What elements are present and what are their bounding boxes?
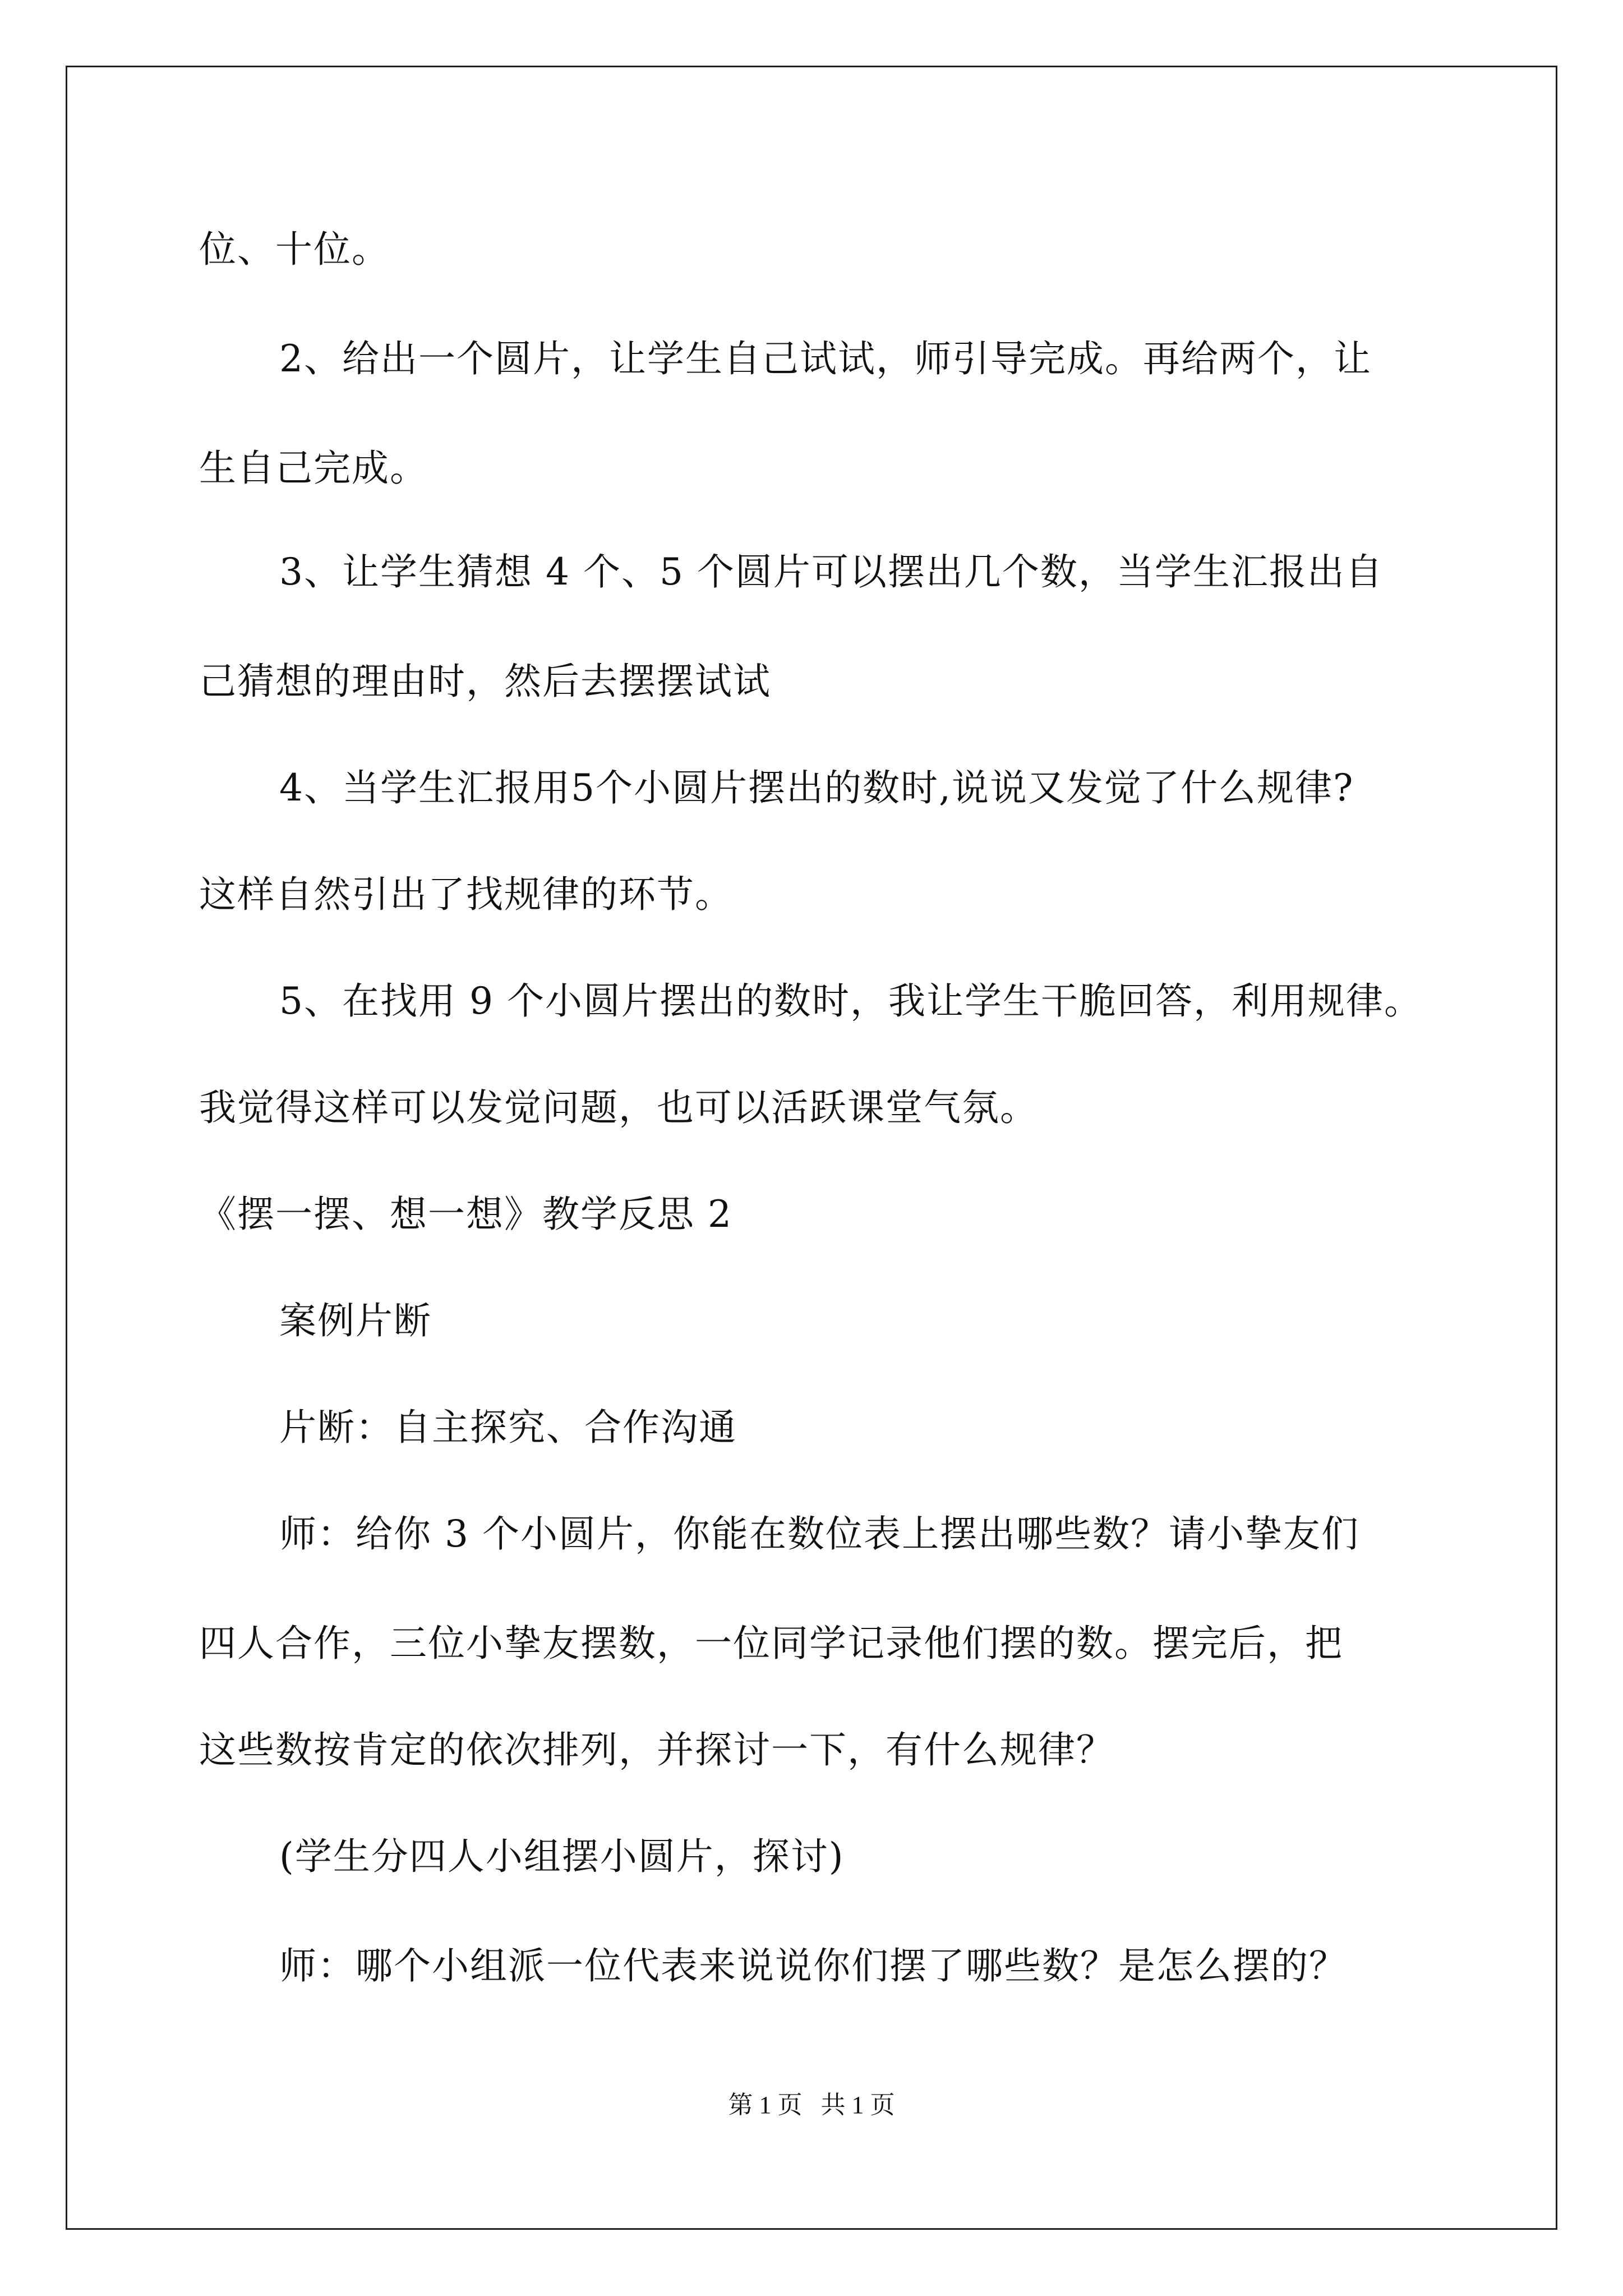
- body-line: 己猜想的理由时，然后去摆摆试试: [199, 660, 771, 703]
- body-line: 师：给你 3 个小圆片，你能在数位表上摆出哪些数？请小挚友们: [279, 1512, 1359, 1556]
- subheading: 案例片断: [279, 1299, 432, 1342]
- subheading: 片断：自主探究、合作沟通: [279, 1406, 737, 1449]
- body-line: 我觉得这样可以发觉问题，也可以活跃课堂气氛。: [199, 1086, 1038, 1129]
- section-heading: 《摆一摆、想一想》教学反思 2: [199, 1193, 732, 1236]
- body-line: 生自己完成。: [199, 447, 428, 490]
- body-line: 四人合作，三位小挚友摆数，一位同学记录他们摆的数。摆完后，把: [199, 1622, 1343, 1665]
- body-line: 师：哪个小组派一位代表来说说你们摆了哪些数？是怎么摆的？: [279, 1944, 1347, 1987]
- body-line: 这样自然引出了找规律的环节。: [199, 873, 733, 916]
- body-line: 2、给出一个圆片，让学生自己试试，师引导完成。再给两个，让: [279, 337, 1372, 380]
- page-number-footer: 第 1 页 共 1 页: [728, 2091, 895, 2119]
- body-line: 这些数按肯定的依次排列，并探讨一下，有什么规律？: [199, 1728, 1114, 1772]
- body-line: (学生分四人小组摆小圆片，探讨): [279, 1835, 845, 1878]
- page-border: [66, 66, 1557, 2230]
- body-line: 3、让学生猜想 4 个、5 个圆片可以摆出几个数，当学生汇报出自: [279, 550, 1384, 593]
- body-line: 5、在找用 9 个小圆片摆出的数时，我让学生干脆回答，利用规律。: [279, 979, 1422, 1023]
- body-line: 位、十位。: [199, 228, 390, 271]
- body-line: 4、当学生汇报用5个小圆片摆出的数时,说说又发觉了什么规律?: [279, 766, 1354, 809]
